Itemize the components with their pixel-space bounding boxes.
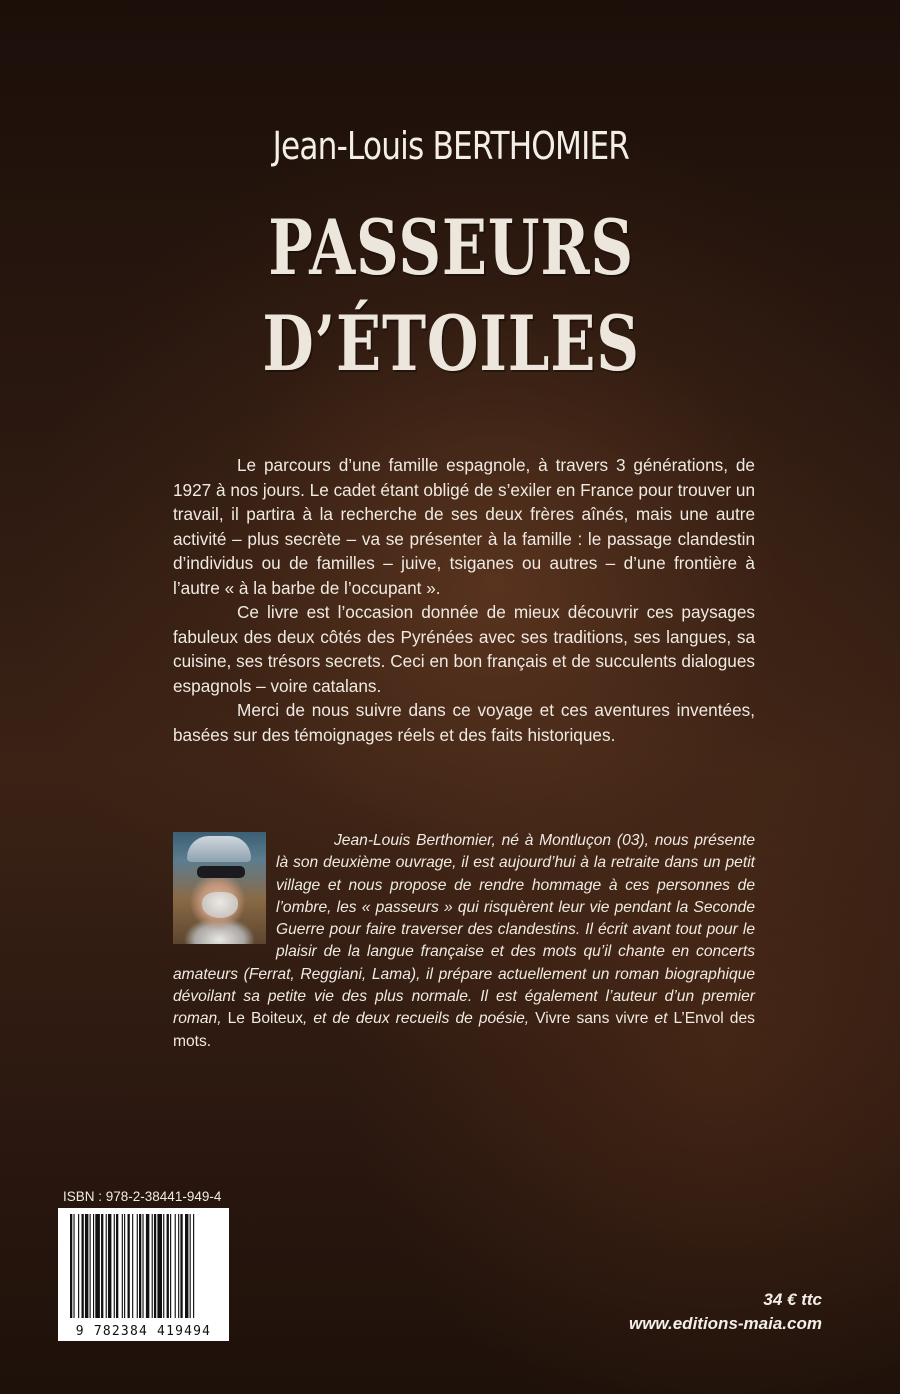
bio-book-title: Vivre sans vivre	[535, 1010, 649, 1028]
synopsis-paragraph: Merci de nous suivre dans ce voyage et ces aventures inventées, basées sur des témoignages réels et des faits historiques.	[173, 700, 755, 745]
barcode-bar	[178, 1214, 179, 1318]
synopsis	[173, 453, 755, 747]
barcode-bar	[142, 1214, 143, 1318]
bio-book-title: Le Boiteux	[227, 1010, 303, 1028]
barcode-bar	[152, 1214, 153, 1318]
barcode-bar	[114, 1214, 115, 1318]
barcode-bar	[95, 1214, 100, 1318]
barcode-bar	[167, 1214, 169, 1318]
barcode-bar	[139, 1214, 141, 1318]
barcode-bar	[190, 1214, 191, 1318]
barcode-bar	[101, 1214, 103, 1318]
synopsis-paragraph: Ce livre est l’occasion donnée de mieux découvrir ces paysages fabuleux des deux côtés des Pyrénées avec ses traditions, ses langues, sa cuisine, ses trésors secrets. Ceci en bon français et de succulents dialogues espagnols – voire catalans.	[173, 602, 755, 696]
barcode-digits: 9 782384 419494	[75, 1324, 212, 1339]
bio-text: et	[654, 1010, 668, 1028]
publisher-website: www.editions-maia.com	[628, 1314, 822, 1333]
barcode-bar	[106, 1214, 107, 1318]
barcode-bar	[85, 1214, 88, 1318]
synopsis-paragraph: Le parcours d’une famille espagnole, à travers 3 générations, de 1927 à nos jours. Le cadet étant obligé de s’exiler en France pour trouver un travail, il partira à la recherche de ses deux frères aînés, mais une autre activité – plus secrète – va se présenter à la famille : le passage clandestin d’individus ou de familles – juive, tsiganes ou autres – d’une frontière à l’autre « à la barbe de l’occupant ».	[173, 455, 755, 598]
barcode-bar	[193, 1214, 194, 1318]
barcode-bar	[185, 1214, 188, 1318]
barcode-bar	[90, 1214, 91, 1318]
barcode-bar	[78, 1214, 79, 1318]
bio-book-title: L’Envol des mots	[173, 1010, 755, 1050]
barcode-bar	[180, 1214, 182, 1318]
barcode	[58, 1208, 229, 1341]
bio-text: Jean-Louis Berthomier, né à Montluçon (03), nous présente là son deuxième ouvrage, il est aujourd’hui à la retraite dans un petit village et nous propose de rendre hommage à ces personnes de l’ombre, les « passeurs » qui risquèrent leur vie pendant la Seconde Guerre pour faire traverser des clandestins. Il écrit avant tout pour le plaisir de la langue française et des mots qu’il chante en concerts amateurs (Ferrat, Reggiani, Lama), il prépare actuellement un roman biographique dévoilant sa petite vie des plus normale. Il est également l’auteur d’un premier roman,	[173, 832, 755, 1028]
bio-text: , et de deux recueils de poésie,	[303, 1010, 530, 1028]
isbn-label: ISBN : 978-2-38441-949-4	[63, 1189, 222, 1204]
barcode-bar	[175, 1214, 176, 1318]
author-name: Jean-Louis BERTHOMIER	[272, 124, 630, 168]
book-title-line-2: D’ÉTOILES	[262, 299, 640, 388]
book-title-line-1: PASSEURS	[268, 203, 634, 292]
barcode-bar	[137, 1214, 138, 1318]
barcode-bar	[157, 1214, 162, 1318]
barcode-bar	[122, 1214, 123, 1318]
barcode-bar	[93, 1214, 94, 1318]
barcode-graphic	[58, 1208, 229, 1341]
barcode-bar	[124, 1214, 125, 1318]
barcode-bar	[116, 1214, 118, 1318]
barcode-bar	[128, 1214, 130, 1318]
barcode-bar	[82, 1214, 84, 1318]
barcode-bar	[108, 1214, 111, 1318]
barcode-bar	[163, 1214, 164, 1318]
author-photo	[173, 832, 266, 944]
author-biography	[173, 830, 755, 1053]
barcode-bar	[146, 1214, 149, 1318]
price: 34 € ttc	[763, 1290, 822, 1309]
barcode-bar	[73, 1214, 74, 1318]
barcode-bar	[170, 1214, 171, 1318]
barcode-bar	[154, 1214, 156, 1318]
barcode-bar	[70, 1214, 72, 1318]
barcode-bar	[132, 1214, 133, 1318]
bio-text: .	[206, 1032, 212, 1050]
